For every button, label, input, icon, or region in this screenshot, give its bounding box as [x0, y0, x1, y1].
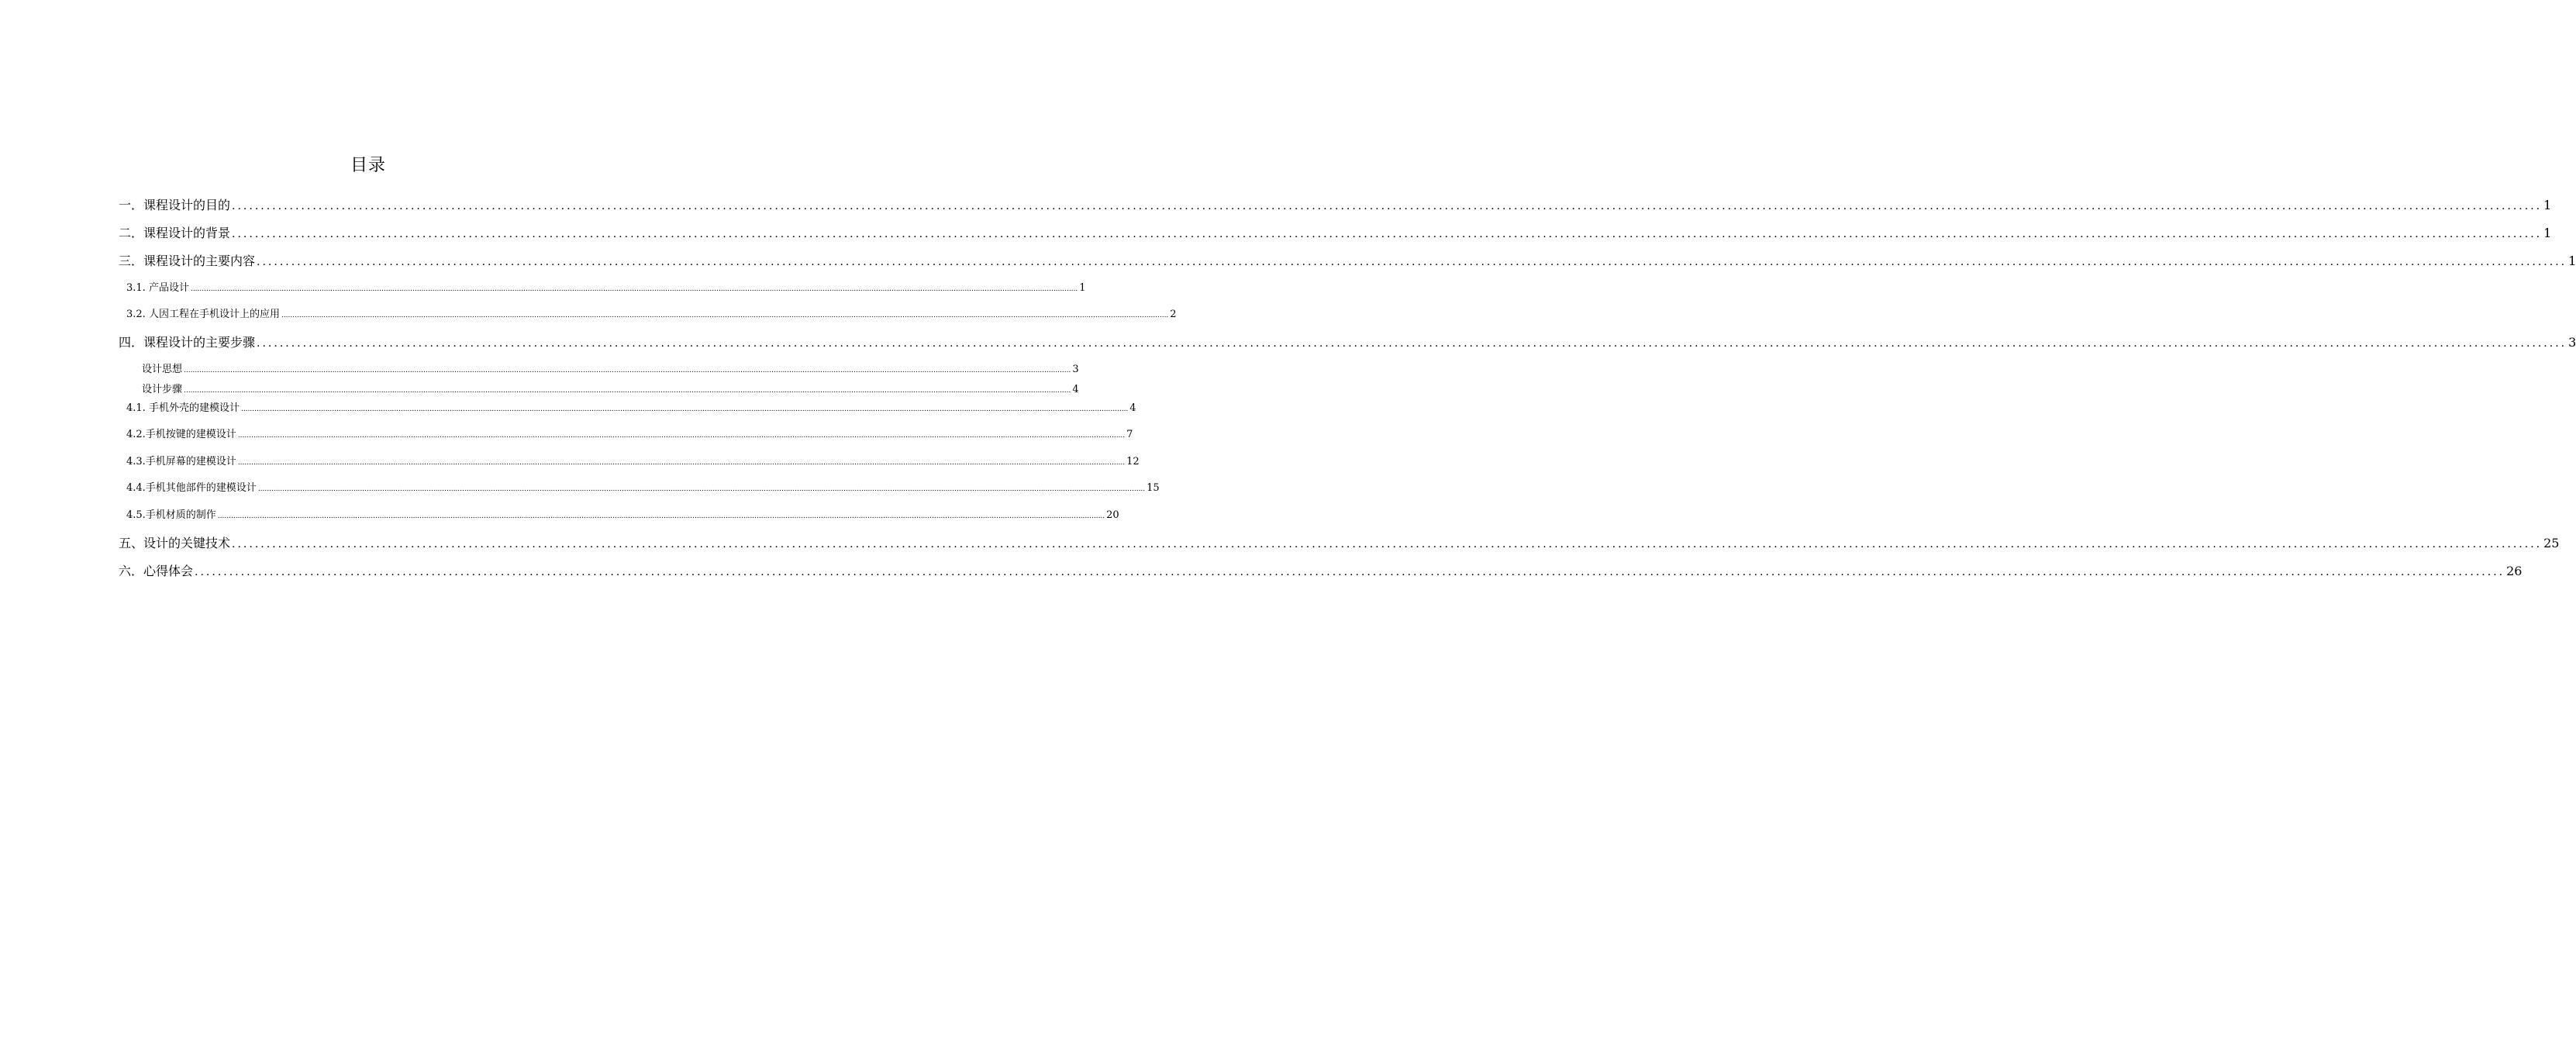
toc-entry-3-2[interactable]	[126, 307, 1177, 323]
toc-entry-label: 五、设计的关键技术	[119, 536, 231, 550]
toc-entry-page: 1	[1079, 282, 1086, 294]
toc-entry-page: 1	[2543, 198, 2552, 212]
toc-entry-page: 7	[1126, 429, 1133, 440]
toc-entry-4-3[interactable]	[126, 454, 1140, 470]
toc-entry-page: 2	[1170, 309, 1177, 320]
toc-entry-label: 一．课程设计的目的	[119, 198, 231, 212]
toc-entry-label: 二．课程设计的背景	[119, 226, 231, 240]
toc-entry-page: 1	[2568, 254, 2576, 268]
toc-entry-label: 3.1. 产品设计	[126, 282, 189, 294]
toc-dot-leader: ................................................................................................................................................................................................................................................................................................................................................................................................................	[257, 485, 1146, 493]
toc-dot-leader: ................................................................................................................................................................................................................................................................................................................................................................................................................	[257, 337, 2567, 350]
toc-entry-4-4[interactable]	[126, 481, 1160, 496]
toc-dot-leader: ................................................................................................................................................................................................................................................................................................................................................................................................................	[184, 387, 1071, 395]
toc-entry-6[interactable]	[119, 562, 2523, 581]
toc-entry-label: 四．课程设计的主要步骤	[119, 335, 256, 350]
toc-entry-4-2[interactable]	[126, 427, 1133, 443]
toc-entry-page: 3	[1072, 364, 1079, 375]
toc-entry-design-steps[interactable]	[142, 382, 1079, 398]
toc-entry-3-1[interactable]	[126, 281, 1086, 296]
toc-entry-page: 3	[2568, 335, 2576, 350]
toc-entry-4[interactable]	[119, 333, 2576, 352]
toc-dot-leader: ................................................................................................................................................................................................................................................................................................................................................................................................................	[217, 512, 1105, 520]
toc-dot-leader: ................................................................................................................................................................................................................................................................................................................................................................................................................	[195, 566, 2505, 578]
toc-entry-page: 1	[2543, 226, 2552, 240]
toc-entry-label: 4.1. 手机外壳的建模设计	[126, 402, 240, 414]
toc-entry-label: 三．课程设计的主要内容	[119, 254, 256, 268]
toc-entry-design-idea[interactable]	[142, 362, 1079, 378]
toc-entry-page: 20	[1106, 509, 1119, 521]
toc-entry-2[interactable]	[119, 224, 2552, 243]
toc-entry-label: 4.2.手机按键的建模设计	[126, 429, 236, 440]
toc-entry-5[interactable]	[119, 534, 2560, 553]
toc-entry-page: 12	[1126, 456, 1140, 468]
toc-dot-leader: ................................................................................................................................................................................................................................................................................................................................................................................................................	[240, 405, 1129, 413]
toc-entry-label: 设计思想	[142, 364, 183, 375]
toc-title: 目录	[350, 156, 386, 175]
toc-entry-page: 25	[2543, 536, 2560, 550]
toc-entry-page: 4	[1129, 402, 1136, 414]
toc-dot-leader: ................................................................................................................................................................................................................................................................................................................................................................................................................	[237, 459, 1126, 467]
toc-entry-4-5[interactable]	[126, 508, 1119, 523]
toc-dot-leader: ................................................................................................................................................................................................................................................................................................................................................................................................................	[232, 228, 2543, 240]
toc-entry-label: 3.2. 人因工程在手机设计上的应用	[126, 309, 280, 320]
toc-dot-leader: ................................................................................................................................................................................................................................................................................................................................................................................................................	[184, 367, 1071, 374]
toc-entry-3[interactable]	[119, 252, 2576, 271]
toc-dot-leader: ................................................................................................................................................................................................................................................................................................................................................................................................................	[237, 432, 1126, 440]
toc-dot-leader: ................................................................................................................................................................................................................................................................................................................................................................................................................	[232, 538, 2543, 550]
toc-entry-4-1[interactable]	[126, 401, 1136, 416]
toc-entry-page: 15	[1147, 482, 1160, 494]
toc-dot-leader: ................................................................................................................................................................................................................................................................................................................................................................................................................	[281, 312, 1169, 319]
toc-dot-leader: ................................................................................................................................................................................................................................................................................................................................................................................................................	[232, 200, 2543, 212]
toc-entry-label: 4.3.手机屏幕的建模设计	[126, 456, 236, 468]
toc-entry-label: 4.4.手机其他部件的建模设计	[126, 482, 257, 494]
toc-entry-label: 六．心得体会	[119, 564, 194, 578]
toc-entry-1[interactable]	[119, 196, 2552, 215]
toc-dot-leader: ................................................................................................................................................................................................................................................................................................................................................................................................................	[257, 256, 2567, 268]
toc-entry-page: 4	[1072, 384, 1079, 395]
toc-dot-leader: ................................................................................................................................................................................................................................................................................................................................................................................................................	[190, 285, 1078, 293]
toc-entry-label: 4.5.手机材质的制作	[126, 509, 216, 521]
toc-entry-label: 设计步骤	[142, 384, 183, 395]
toc-entry-page: 26	[2506, 564, 2523, 578]
